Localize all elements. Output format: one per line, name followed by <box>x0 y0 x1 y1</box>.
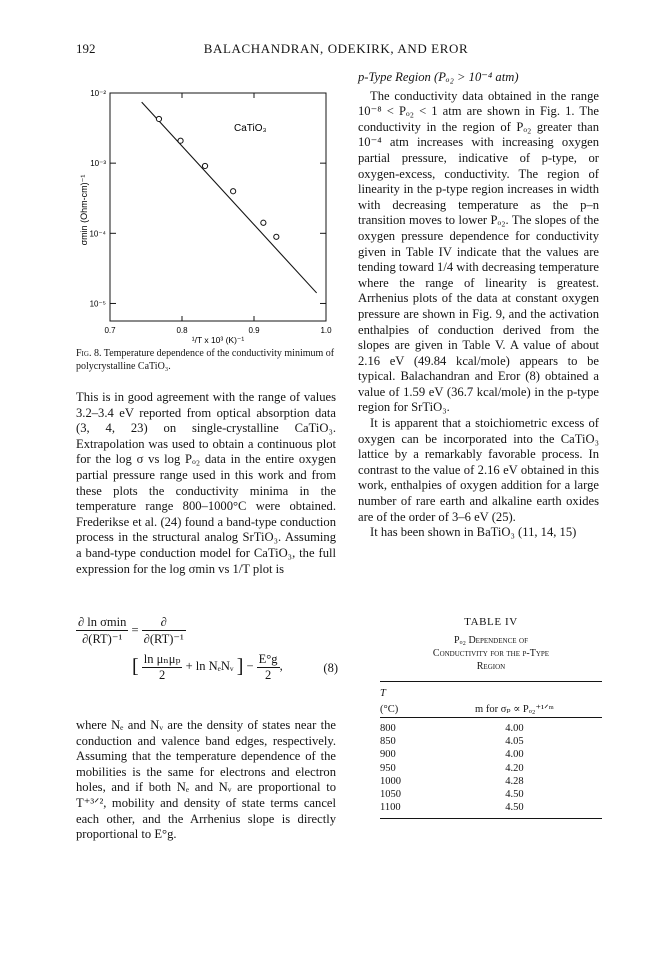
equation-number: (8) <box>323 661 338 675</box>
eq-lhs-denominator: ∂(RT)⁻¹ <box>82 632 123 646</box>
cell-m: 4.50 <box>505 789 524 801</box>
cell-m: 4.00 <box>505 723 524 734</box>
y-tick-label: 10⁻⁵ <box>89 299 106 309</box>
eq-lhs-numerator: ∂ ln σmin <box>78 615 127 629</box>
cell-temperature: 1000 <box>380 775 401 787</box>
cell-temperature: 950 <box>380 762 396 774</box>
table-row <box>380 735 602 748</box>
caption-label: Fig. 8. <box>76 348 102 359</box>
y-tick-label: 10⁻² <box>90 89 106 98</box>
table-subtitle-3: Region <box>476 661 506 672</box>
eq-term-c-numerator: E°g <box>258 651 278 666</box>
eq-rhs-numerator: ∂ <box>142 615 186 631</box>
left-column-lower <box>76 718 336 843</box>
table-iv <box>380 616 602 819</box>
equation-8: $\frac{\text{∂ ln σmin}}{\text{∂(RT)⁻¹}}$ = $\frac{\partial}{\text{∂(RT)⁻¹}}$ [ $\frac{\text{ln μₙμₚ}}{2}$ + ln NₑNᵥ ] − $\frac{E^\circ g}{2}$ , (8) <box>78 615 338 682</box>
eq-rhs <box>142 615 186 647</box>
cell-temperature: 1050 <box>380 789 401 801</box>
table-row <box>380 775 602 788</box>
chart-series-label: CaTiO₃ <box>234 123 267 134</box>
cell-m: 4.05 <box>505 736 524 748</box>
x-tick-label: 0.8 <box>176 326 188 335</box>
cell-m: 4.00 <box>505 749 524 761</box>
eq-term-c <box>257 652 280 683</box>
table-body <box>380 681 602 814</box>
eq-lhs <box>76 615 128 647</box>
page-number: 192 <box>76 41 96 56</box>
cell-temperature: 850 <box>380 736 396 748</box>
data-point <box>274 234 279 239</box>
table-subtitle-1: Pₒ₂ Dependence of <box>454 635 528 646</box>
x-tick-label: 0.7 <box>104 326 116 335</box>
eq-term-a <box>142 651 183 683</box>
fit-line <box>142 102 317 293</box>
left-paragraph-2: where Nₑ and Nᵥ are the density of states near the conduction and valence band edges, respectively. Assuming that the temperature dependence of the mobilities is the same for electrons and electron holes, and if both Nₑ and Nᵥ are proportional to T⁺³ᐟ², mobility and density of state terms cancel each other, and the Arrhenius slope is directly proportional to E°g. <box>76 718 336 842</box>
table-row <box>380 801 602 814</box>
data-point <box>156 116 161 121</box>
figure-caption <box>76 348 338 373</box>
data-point <box>261 220 266 225</box>
y-tick-label: 10⁻⁴ <box>89 229 106 239</box>
table-row <box>380 788 602 801</box>
y-tick-label: 10⁻³ <box>90 159 106 169</box>
eq-term-a-denominator: 2 <box>159 668 166 682</box>
cell-temperature: 1100 <box>380 802 401 814</box>
data-point <box>178 138 183 143</box>
eq-rhs-denominator: ∂(RT)⁻¹ <box>143 632 184 646</box>
right-paragraph-1: The conductivity data obtained in the range 10⁻⁸ < Pₒ₂ < 1 atm are shown in Fig. 1. The conductivity in the region of Pₒ₂ greater than 10⁻⁴ atm increases with increasing oxygen partial pressure, indicative of p-type, or oxygen-excess, conductivity. The region of linearity in the p-type region increases in width with decreasing temperature as the p–n transition moves to lower Pₒ₂. The slopes of the oxygen pressure dependence for conductivity given in Table IV indicate that the values are tending toward 1/4 with decreasing temperature where the range of linearity is greatest. Arrhenius plots of the data at constant oxygen pressure are shown in Fig. 9, and the activation enthalpies of conduction derived from the slopes are given in Table V. A value of about 2.16 eV (49.84 kcal/mole) appears to be typical. Balachandran and Eror (8) obtained a value of 1.59 eV (36.7 kcal/mole) in the p-type region for SrTiO₃. <box>358 88 599 415</box>
col1-unit: (°C) <box>380 703 399 715</box>
left-column <box>76 390 336 577</box>
caption-text: Temperature dependence of the conductivity minimum of polycrystalline CaTiO₃. <box>76 348 335 372</box>
col1-header: T <box>380 688 386 699</box>
data-point <box>231 189 236 194</box>
x-tick-label: 0.9 <box>248 326 260 335</box>
running-head: BALACHANDRAN, ODEKIRK, AND EROR <box>203 41 469 56</box>
chart-frame <box>110 93 326 321</box>
right-paragraph-3: It has been shown in BaTiO₃ (11, 14, 15) <box>370 525 577 540</box>
chart-y-axis-label: σmin (Ohm-cm)⁻¹ <box>79 174 89 246</box>
chart-x-axis-label: ¹/T x 10³ (K)⁻¹ <box>191 335 245 345</box>
table-row <box>380 748 602 761</box>
table-title: TABLE IV <box>464 616 518 628</box>
eq-term-a-numerator: ln μₙμₚ <box>143 652 181 666</box>
conductivity-chart <box>76 85 338 345</box>
data-point <box>202 163 207 168</box>
left-paragraph-1: This is in good agreement with the range of values 3.2–3.4 eV reported from optical absorption data (3, 4, 23) on single-crystalline CaTiO₃. Extrapolation was used to obtain a continuous plot for the log σ vs log Pₒ₂ data in the entire oxygen partial pressure range used in this work and from these plots the conductivity minima in the temperature range 800–1000°C were obtained. Frederikse et al. (24) found a band-type conduction process in the structural analog SrTiO₃. Assuming a band-type conduction model for CaTiO₃, the full expression for the log σmin vs 1/T plot is <box>76 390 336 576</box>
table-row <box>380 722 602 735</box>
cell-m: 4.50 <box>505 802 524 814</box>
col2-header: m for σₚ ∝ Pₒ₂⁺¹ᐟᵐ <box>475 704 554 715</box>
eq-term-c-denominator: 2 <box>264 667 272 682</box>
eq-equals: = <box>131 622 139 637</box>
chart-axes <box>89 89 332 335</box>
section-heading: p-Type Region (Pₒ₂ > 10⁻⁴ atm) <box>358 70 519 84</box>
table-row <box>380 762 602 775</box>
x-tick-label: 1.0 <box>320 326 332 335</box>
eq-term-b: + ln NₑNᵥ <box>185 658 234 673</box>
chart-marks <box>142 102 317 293</box>
table-subtitle-2: Conductivity for the p-Type <box>432 648 550 659</box>
cell-temperature: 800 <box>380 723 396 734</box>
right-paragraph-2: It is apparent that a stoichiometric excess of oxygen can be incorporated into the CaTiO₃ lattice by a remarkably favorable process. In contrast to the value of 2.16 eV obtained in this work, enthalpies of oxygen addition for a large number of rare earth and alkaline earth oxides are of the order of 3–6 eV (25). <box>358 416 599 524</box>
right-column <box>358 70 599 541</box>
cell-temperature: 900 <box>380 749 396 761</box>
cell-m: 4.28 <box>505 775 524 787</box>
cell-m: 4.20 <box>505 762 524 774</box>
